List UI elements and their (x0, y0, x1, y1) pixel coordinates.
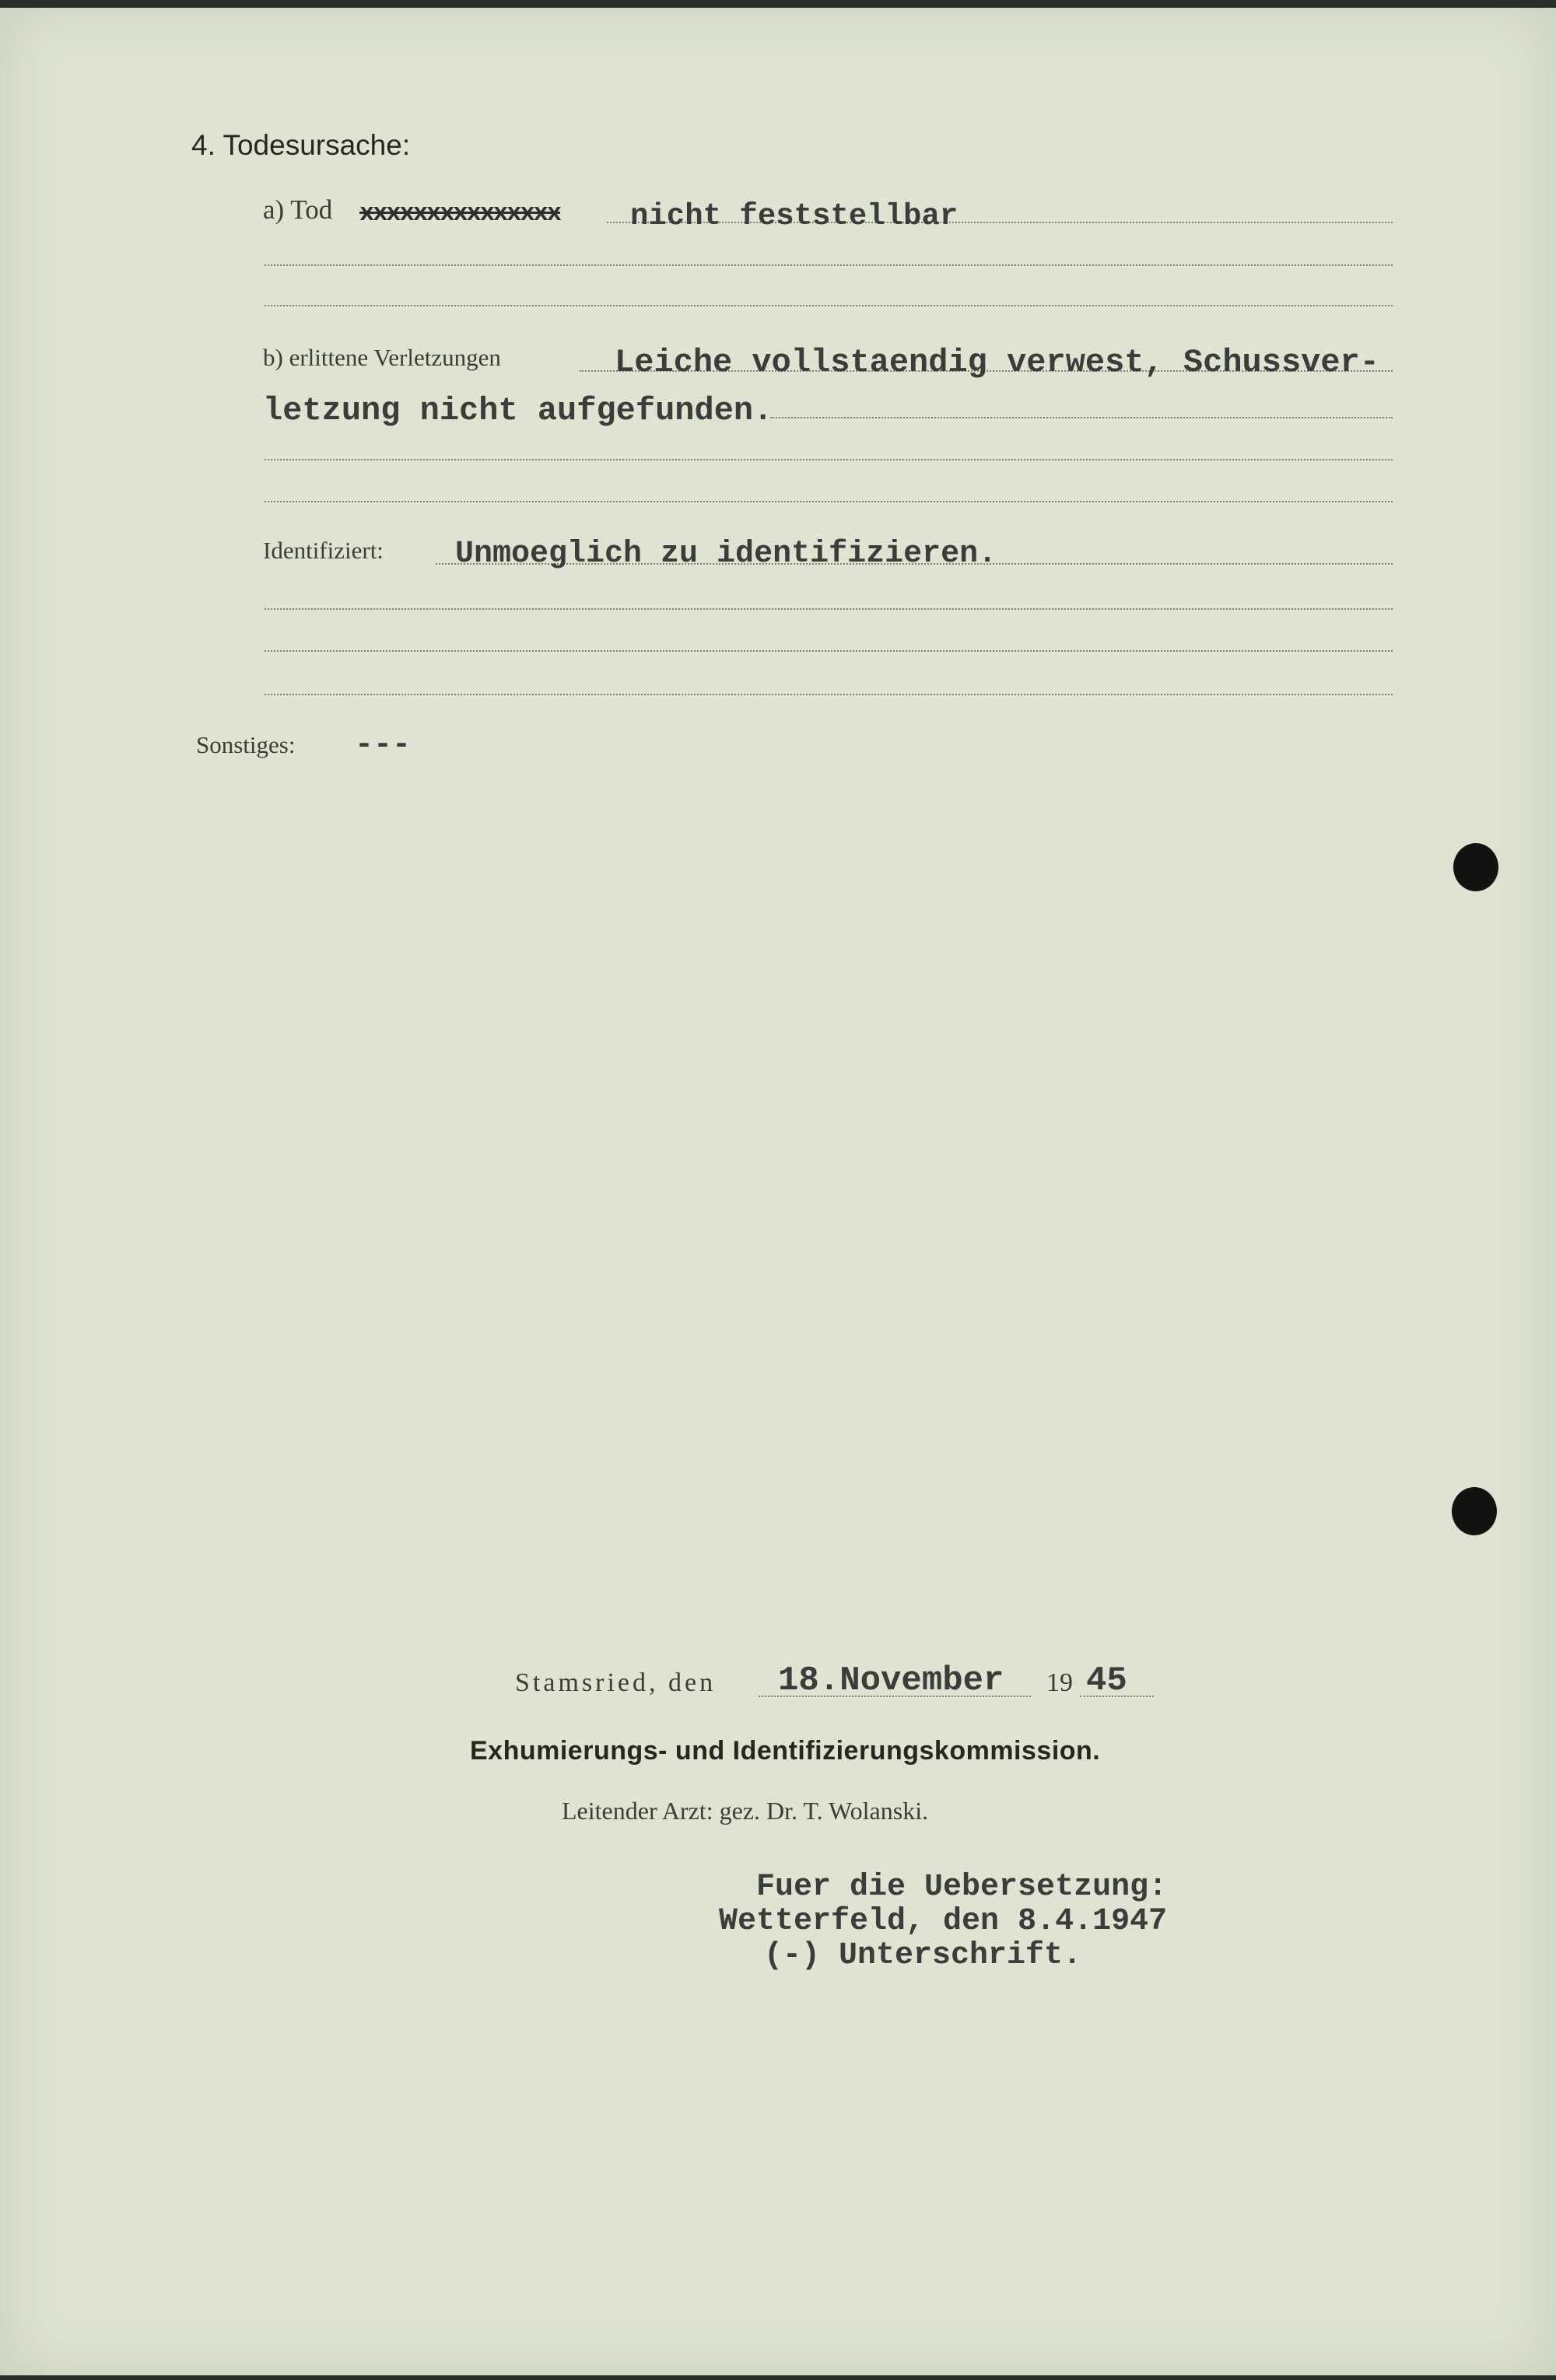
dotted-line (265, 501, 1393, 502)
dotted-line (770, 417, 1393, 418)
commission-name: Exhumierungs- und Identifizierungskommission. (470, 1736, 1101, 1766)
year-suffix: 45 (1086, 1661, 1127, 1700)
struck-text: xxxxxxxxxxxxxxx (359, 199, 561, 228)
dotted-line (265, 650, 1393, 652)
dotted-line (265, 305, 1393, 306)
scan-bottom-edge (0, 2375, 1556, 2380)
translation-line3: (-) Unterschrift. (764, 1938, 1082, 1973)
cause-a-value: nicht feststellbar (630, 199, 958, 233)
dotted-line (265, 608, 1393, 610)
scan-top-edge (0, 0, 1556, 8)
identification-value: Unmoeglich zu identifizieren. (455, 537, 997, 572)
punch-hole (1453, 843, 1498, 891)
other-label: Sonstiges: (196, 731, 296, 758)
translation-line1: Fuer die Uebersetzung: (756, 1870, 1168, 1905)
section-heading: 4. Todesursache: (191, 129, 411, 161)
dotted-line (265, 459, 1393, 460)
cause-b-label: b) erlittene Verletzungen (263, 344, 501, 371)
date-day-month: 18.November (778, 1661, 1004, 1700)
punch-hole (1452, 1487, 1497, 1535)
year-prefix: 19 (1046, 1668, 1073, 1697)
cause-a-label: a) Tod (263, 194, 333, 225)
doctor-line: Leitender Arzt: gez. Dr. T. Wolanski. (562, 1797, 929, 1825)
translation-line2: Wetterfeld, den 8.4.1947 (719, 1904, 1168, 1939)
dotted-line (265, 264, 1393, 266)
cause-b-value-line2: letzung nicht aufgefunden. (263, 392, 773, 429)
place-label: Stamsried, den (515, 1668, 717, 1697)
dotted-line (265, 694, 1393, 695)
other-value: --- (355, 728, 412, 763)
identification-label: Identifiziert: (263, 537, 384, 564)
cause-b-value-line1: Leiche vollstaendig verwest, Schussver- (615, 344, 1379, 381)
